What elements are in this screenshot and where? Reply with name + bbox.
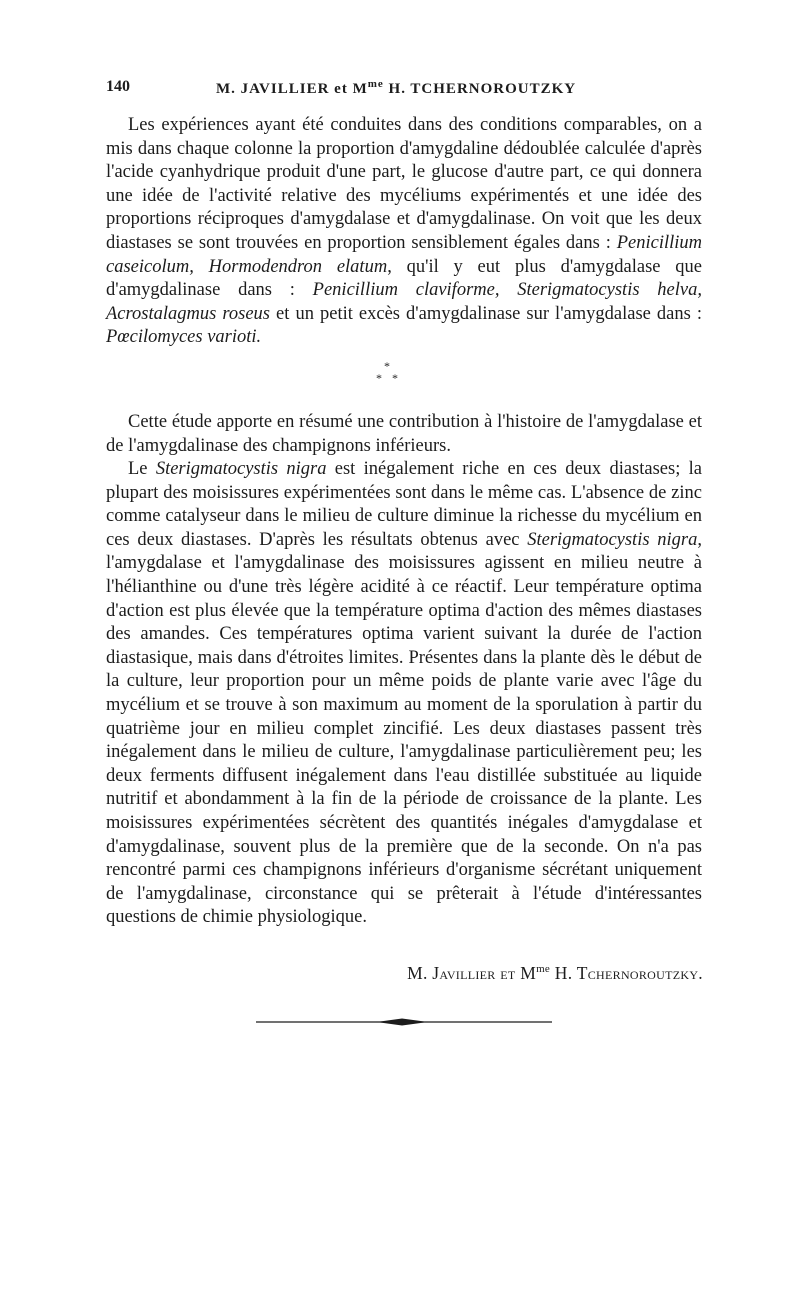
paragraph-conclusions	[106, 458, 702, 930]
p1-text-1: Les expériences ayant été conduites dans des conditions comparables, on a mis dans chaque colonne la proportion d'amygdaline dédoublée calculée d'après l'acide cyanhydrique produit d'une part, le glucose d'autre part, ce qui donnera une idée de l'activité relative des mycéliums expérimentés et une idée des proportions réciproques d'amygdalase et d'amygdalinase. On voit que les deux diastases se sont trouvées en proportion sensiblement égales dans :	[106, 115, 702, 253]
author-signature	[407, 963, 703, 984]
p1-species-3: Pœcilomyces varioti.	[106, 327, 262, 348]
running-title-authors: M. JAVILLIER et M	[216, 81, 368, 97]
signature-part-2: H. Tchernoroutzky.	[550, 963, 703, 983]
signature-sup: me	[536, 963, 551, 976]
p3-text-2: est inégalement riche en ces deux diastases; la plupart des moisissures expérimentées sont dans le même cas. L'absence de zinc comme catalyseur dans le milieu de culture diminue la richesse du mycélium en ces deux diastases. D'après les résultats obtenus avec	[106, 459, 702, 550]
running-title	[216, 78, 576, 98]
asterism-star-left: *	[376, 371, 382, 385]
running-title-sup: me	[367, 78, 384, 90]
asterism-separator	[370, 360, 410, 390]
page-number: 140	[106, 78, 130, 95]
asterism-star-right: *	[392, 371, 398, 385]
p3-species-2: Sterigmatocystis nigra	[527, 529, 698, 550]
paragraph-results-discussion	[106, 114, 702, 350]
running-title-tail: H. TCHERNOROUTZKY	[383, 81, 577, 97]
paragraph-summary-intro: Cette étude apporte en résumé une contribution à l'histoire de l'amygdalase et de l'amygdalinase des champignons inférieurs.	[106, 412, 702, 456]
p1-species-2: Penicillium claviforme, Sterigmatocystis helva, Acrostalagmus roseus	[106, 280, 702, 324]
p1-text-2: , qu'il y eut plus d'amygdalase que d'amygdalinase dans :	[106, 256, 703, 301]
p3-text-3: , l'amygdalase et l'amygdalinase des moisissures agissent en milieu neutre à l'hélianthine ou d'une très légère acidité à ce réactif. Leur température optima d'action est plus élevée que la température optima d'action des mêmes diastases des amandes. Ces températures optima varient suivant la durée de l'action diastasique, mais dans d'étroites limites. Présentes dans la plante dès le début de la culture, leur proportion pour un même poids de plante varie avec l'âge du mycélium et se trouve à son maximum au moment de la sporulation à partir du quatrième jour en milieu complet zincifié. Les deux diastases passent très inégalement dans le milieu de culture, l'amygdalinase particulièrement peu; les deux ferments diffusent inégalement dans l'eau distillée substituée au liquide nutritif et abondamment à la fin de la période de croissance de la plante. Les moisissures expérimentées sécrètent des quantités inégales d'amygdalase et d'amygdalinase, souvent plus de la première que de la seconde. On n'a pas rencontré parmi ces champignons inférieurs d'organisme sécrétant uniquement de l'amygdalinase, circonstance qui se prêterait à l'étude d'intéressantes questions de chimie physiologique.	[106, 529, 702, 928]
asterism-star-top: *	[384, 359, 390, 373]
p1-text-3: et un petit excès d'amygdalinase sur l'amygdalase dans :	[270, 303, 703, 324]
p3-species-1: Sterigmatocystis nigra	[155, 459, 327, 479]
signature-part-1: M. Javillier et M	[407, 963, 537, 983]
running-header	[106, 78, 706, 102]
p1-species-1: Penicillium caseicolum, Hormodendron elatum	[106, 232, 702, 277]
p3-text-1: Le	[128, 459, 156, 479]
end-of-article-rule-icon	[256, 1016, 552, 1028]
